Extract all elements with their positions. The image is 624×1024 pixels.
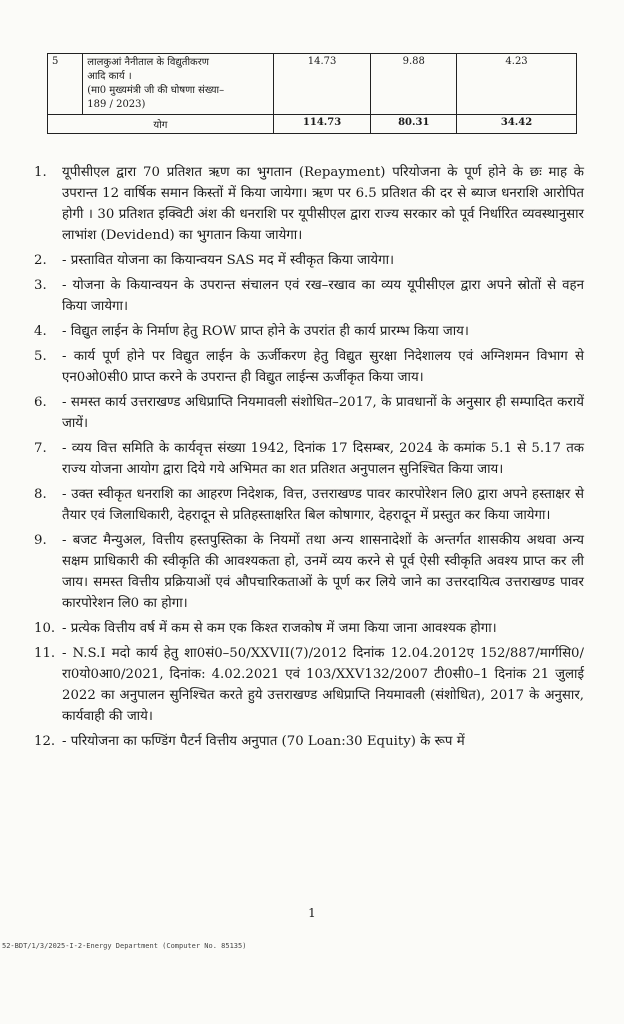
total-amount: 34.42 bbox=[457, 115, 577, 134]
table-row bbox=[48, 54, 577, 115]
item-text: - कार्य पूर्ण होने पर विद्युत लाईन के ऊर्जीकरण हेतु विद्युत सुरक्षा निदेशालय एवं अग्निशमन विभाग से एन0ओ0सी0 प्राप्त करने के उपरान्त ही विद्युत लाईन्स ऊर्जीकृत किया जाय। bbox=[62, 349, 584, 385]
item-number: 5. bbox=[34, 349, 47, 364]
list-item bbox=[36, 530, 584, 614]
item-number: 8. bbox=[34, 487, 47, 502]
item-text: यूपीसीएल द्वारा 70 प्रतिशत ऋण का भुगतान (Repayment) परियोजना के पूर्ण होने के छः माह के उपरान्त 12 वार्षिक समान किस्तों में किया जायेगा। ऋण पर 6.5 प्रतिशत की दर से ब्याज धनराशि आरोपित होगी । 30 प्रतिशत इक्विटी अंश की धनराशि पर यूपीसीएल द्वारा राज्य सरकार को पूर्व निर्धारित व्यवस्थानुसार लाभांश (Devidend) का भुगतान किया जायेगा। bbox=[62, 165, 584, 243]
list-item bbox=[36, 162, 584, 246]
item-text: - प्रत्येक वित्तीय वर्ष में कम से कम एक किश्त राजकोष में जमा किया जाना आवश्यक होगा। bbox=[62, 621, 497, 636]
item-number: 2. bbox=[34, 253, 47, 268]
total-label: योग bbox=[48, 115, 274, 134]
item-text: - उक्त स्वीकृत धनराशि का आहरण निदेशक, वित्त, उत्तराखण्ड पावर कारपोरेशन लि0 द्वारा अपने हस्ताक्षर से तैयार एवं जिलाधिकारी, देहरादून से प्रतिहस्ताक्षरित बिल कोषागार, देहरादून में प्रस्तुत कर किया जायेगा। bbox=[62, 487, 584, 523]
list-item bbox=[36, 275, 584, 317]
item-number: 4. bbox=[34, 324, 47, 339]
amount-cell: 14.73 bbox=[273, 54, 371, 115]
amount-cell: 4.23 bbox=[457, 54, 577, 115]
conditions-list bbox=[36, 162, 584, 756]
item-text: - प्रस्तावित योजना का कियान्वयन SAS मद में स्वीकृत किया जायेगा। bbox=[62, 253, 395, 268]
list-item bbox=[36, 731, 584, 752]
budget-table bbox=[47, 53, 577, 134]
description-line: लालकुआं नैनीताल के विद्युतीकरण bbox=[87, 57, 210, 68]
list-item bbox=[36, 346, 584, 388]
item-number: 12. bbox=[34, 734, 56, 749]
item-text: - विद्युत लाईन के निर्माण हेतु ROW प्राप्त होने के उपरांत ही कार्य प्रारम्भ किया जाय। bbox=[62, 324, 469, 339]
description-line: 189 / 2023) bbox=[87, 99, 146, 110]
list-item bbox=[36, 392, 584, 434]
list-item bbox=[36, 321, 584, 342]
list-item bbox=[36, 438, 584, 480]
description-line: आदि कार्य । bbox=[87, 71, 132, 82]
total-row bbox=[48, 115, 577, 134]
item-text: - योजना के कियान्वयन के उपरान्त संचालन एवं रख–रखाव का व्यय यूपीसीएल द्वारा अपने स्रोतों से वहन किया जायेगा। bbox=[62, 278, 584, 314]
item-number: 7. bbox=[34, 441, 47, 456]
item-text: - व्यय वित्त समिति के कार्यवृत्त संख्या 1942, दिनांक 17 दिसम्बर, 2024 के कमांक 5.1 से 5.17 तक राज्य योजना आयोग द्वारा दिये गये अभिमत का शत प्रतिशत अनुपालन सुनिश्चित किया जाय। bbox=[62, 441, 584, 477]
item-text: - समस्त कार्य उत्तराखण्ड अधिप्राप्ति नियमावली संशोधित–2017, के प्रावधानों के अनुसार ही सम्पादित करायें जायें। bbox=[62, 395, 584, 431]
description-line: (मा0 मुख्यमंत्री जी की घोषणा संख्या– bbox=[87, 85, 225, 96]
item-number: 3. bbox=[34, 278, 47, 293]
page-number: 1 bbox=[308, 906, 316, 920]
list-item bbox=[36, 618, 584, 639]
footer-reference: 52-BDT/1/3/2025-I-2-Energy Department (Computer No. 85135) bbox=[2, 942, 247, 950]
total-amount: 80.31 bbox=[371, 115, 457, 134]
item-number: 11. bbox=[34, 646, 56, 661]
list-item bbox=[36, 643, 584, 727]
item-number: 1. bbox=[34, 165, 47, 180]
item-number: 10. bbox=[34, 621, 56, 636]
description-cell bbox=[83, 54, 273, 115]
amount-cell: 9.88 bbox=[371, 54, 457, 115]
item-number: 9. bbox=[34, 533, 47, 548]
serial-number-cell: 5 bbox=[48, 54, 83, 115]
item-text: - बजट मैन्युअल, वित्तीय हस्तपुस्तिका के नियमों तथा अन्य शासनादेशों के अन्तर्गत शासकीय अथवा अन्य सक्षम प्राधिकारी की स्वीकृति की आवश्यकता हो, उनमें व्यय करने से पूर्व ऐसी स्वीकृति अवश्य प्राप्त कर ली जाय। समस्त वित्तीय प्रक्रियाओं एवं औपचारिकताओं के पूर्ण कर लिये जाने का उत्तरदायित्व उत्तराखण्ड पावर कारपोरेशन लि0 का होगा। bbox=[62, 533, 584, 611]
list-item bbox=[36, 250, 584, 271]
item-text: - परियोजना का फण्डिंग पैटर्न वित्तीय अनुपात (70 Loan:30 Equity) के रूप में bbox=[62, 734, 465, 749]
item-text: - N.S.I मदो कार्य हेतु शा0सं0–50/XXVII(7)/2012 दिनांक 12.04.2012ए 152/887/मार्गसि0/ रा0यो0आ0/2021, दिनांक: 4.02.2021 एवं 103/XXV132/2007 टी0सी0–1 दिनांक 21 जुलाई 2022 का अनुपालन सुनिश्चित करते हुये उत्तराखण्ड अधिप्राप्ति नियमावली (संशोधित), 2017 के अनुसार, कार्यवाही की जाये। bbox=[62, 646, 584, 724]
item-number: 6. bbox=[34, 395, 47, 410]
total-amount: 114.73 bbox=[273, 115, 371, 134]
list-item bbox=[36, 484, 584, 526]
